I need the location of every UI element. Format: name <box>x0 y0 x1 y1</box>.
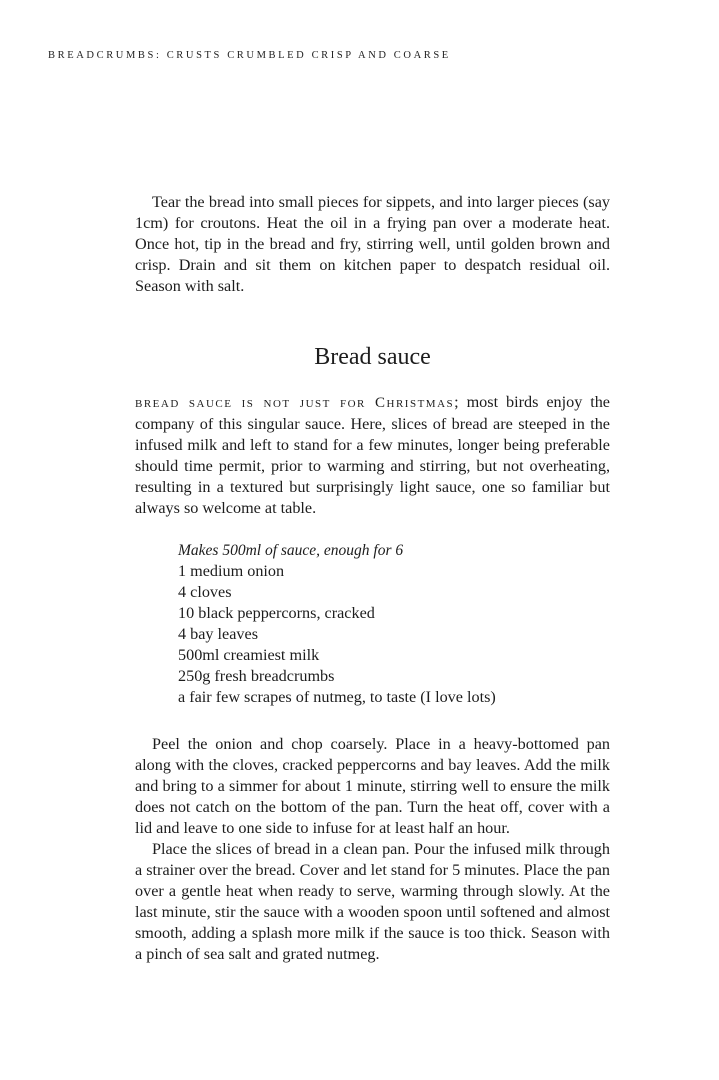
ingredient-item: 4 cloves <box>178 583 232 601</box>
ingredient-item: 10 black peppercorns, cracked <box>178 604 375 622</box>
running-head: BREADCRUMBS: CRUSTS CRUMBLED CRISP AND COARSE <box>48 50 451 61</box>
croutons-method <box>135 192 610 297</box>
ingredient-item: 250g fresh breadcrumbs <box>178 667 335 685</box>
recipe-intro-paragraph <box>135 392 610 519</box>
croutons-method-paragraph: Tear the bread into small pieces for sippets, and into larger pieces (say 1cm) for croutons. Heat the oil in a frying pan over a moderate heat. Once hot, tip in the bread and fry, stirring well, until golden brown and crisp. Drain and sit them on kitchen paper to despatch residual oil. Season with salt. <box>135 193 610 295</box>
recipe-yield: Makes 500ml of sauce, enough for 6 <box>178 542 404 559</box>
recipe-intro-rest: ; most birds enjoy the company of this singular sauce. Here, slices of bread are steeped in the infused milk and left to stand for a few minutes, longer being preferable should time permit, prior to warming and stirring, but not overheating, resulting in a textured but surprisingly light sauce, one so familiar but always so welcome at table. <box>135 393 610 517</box>
recipe-title: Bread sauce <box>314 344 431 370</box>
recipe-intro <box>135 392 610 519</box>
ingredients-list <box>178 540 496 708</box>
method-paragraph: Place the slices of bread in a clean pan. Pour the infused milk through a strainer over the bread. Cover and let stand for 5 minutes. Place the pan over a gentle heat when ready to serve, warming through slowly. At the last minute, stir the sauce with a wooden spoon until softened and almost smooth, adding a splash more milk if the sauce is too thick. Season with a pinch of sea salt and grated nutmeg. <box>135 840 610 963</box>
ingredient-item: 500ml creamiest milk <box>178 646 320 664</box>
recipe-intro-lead: bread sauce is not just for Christmas <box>135 395 455 411</box>
ingredient-item: a fair few scrapes of nutmeg, to taste (I love lots) <box>178 688 496 706</box>
ingredient-item: 1 medium onion <box>178 562 285 580</box>
ingredient-item: 4 bay leaves <box>178 625 259 643</box>
recipe-method <box>135 734 610 965</box>
method-paragraph: Peel the onion and chop coarsely. Place in a heavy-bottomed pan along with the cloves, cracked peppercorns and bay leaves. Add the milk and bring to a simmer for about 1 minute, stirring well to ensure the milk does not catch on the bottom of the pan. Turn the heat off, cover with a lid and leave to one side to infuse for at least half an hour. <box>135 735 610 837</box>
